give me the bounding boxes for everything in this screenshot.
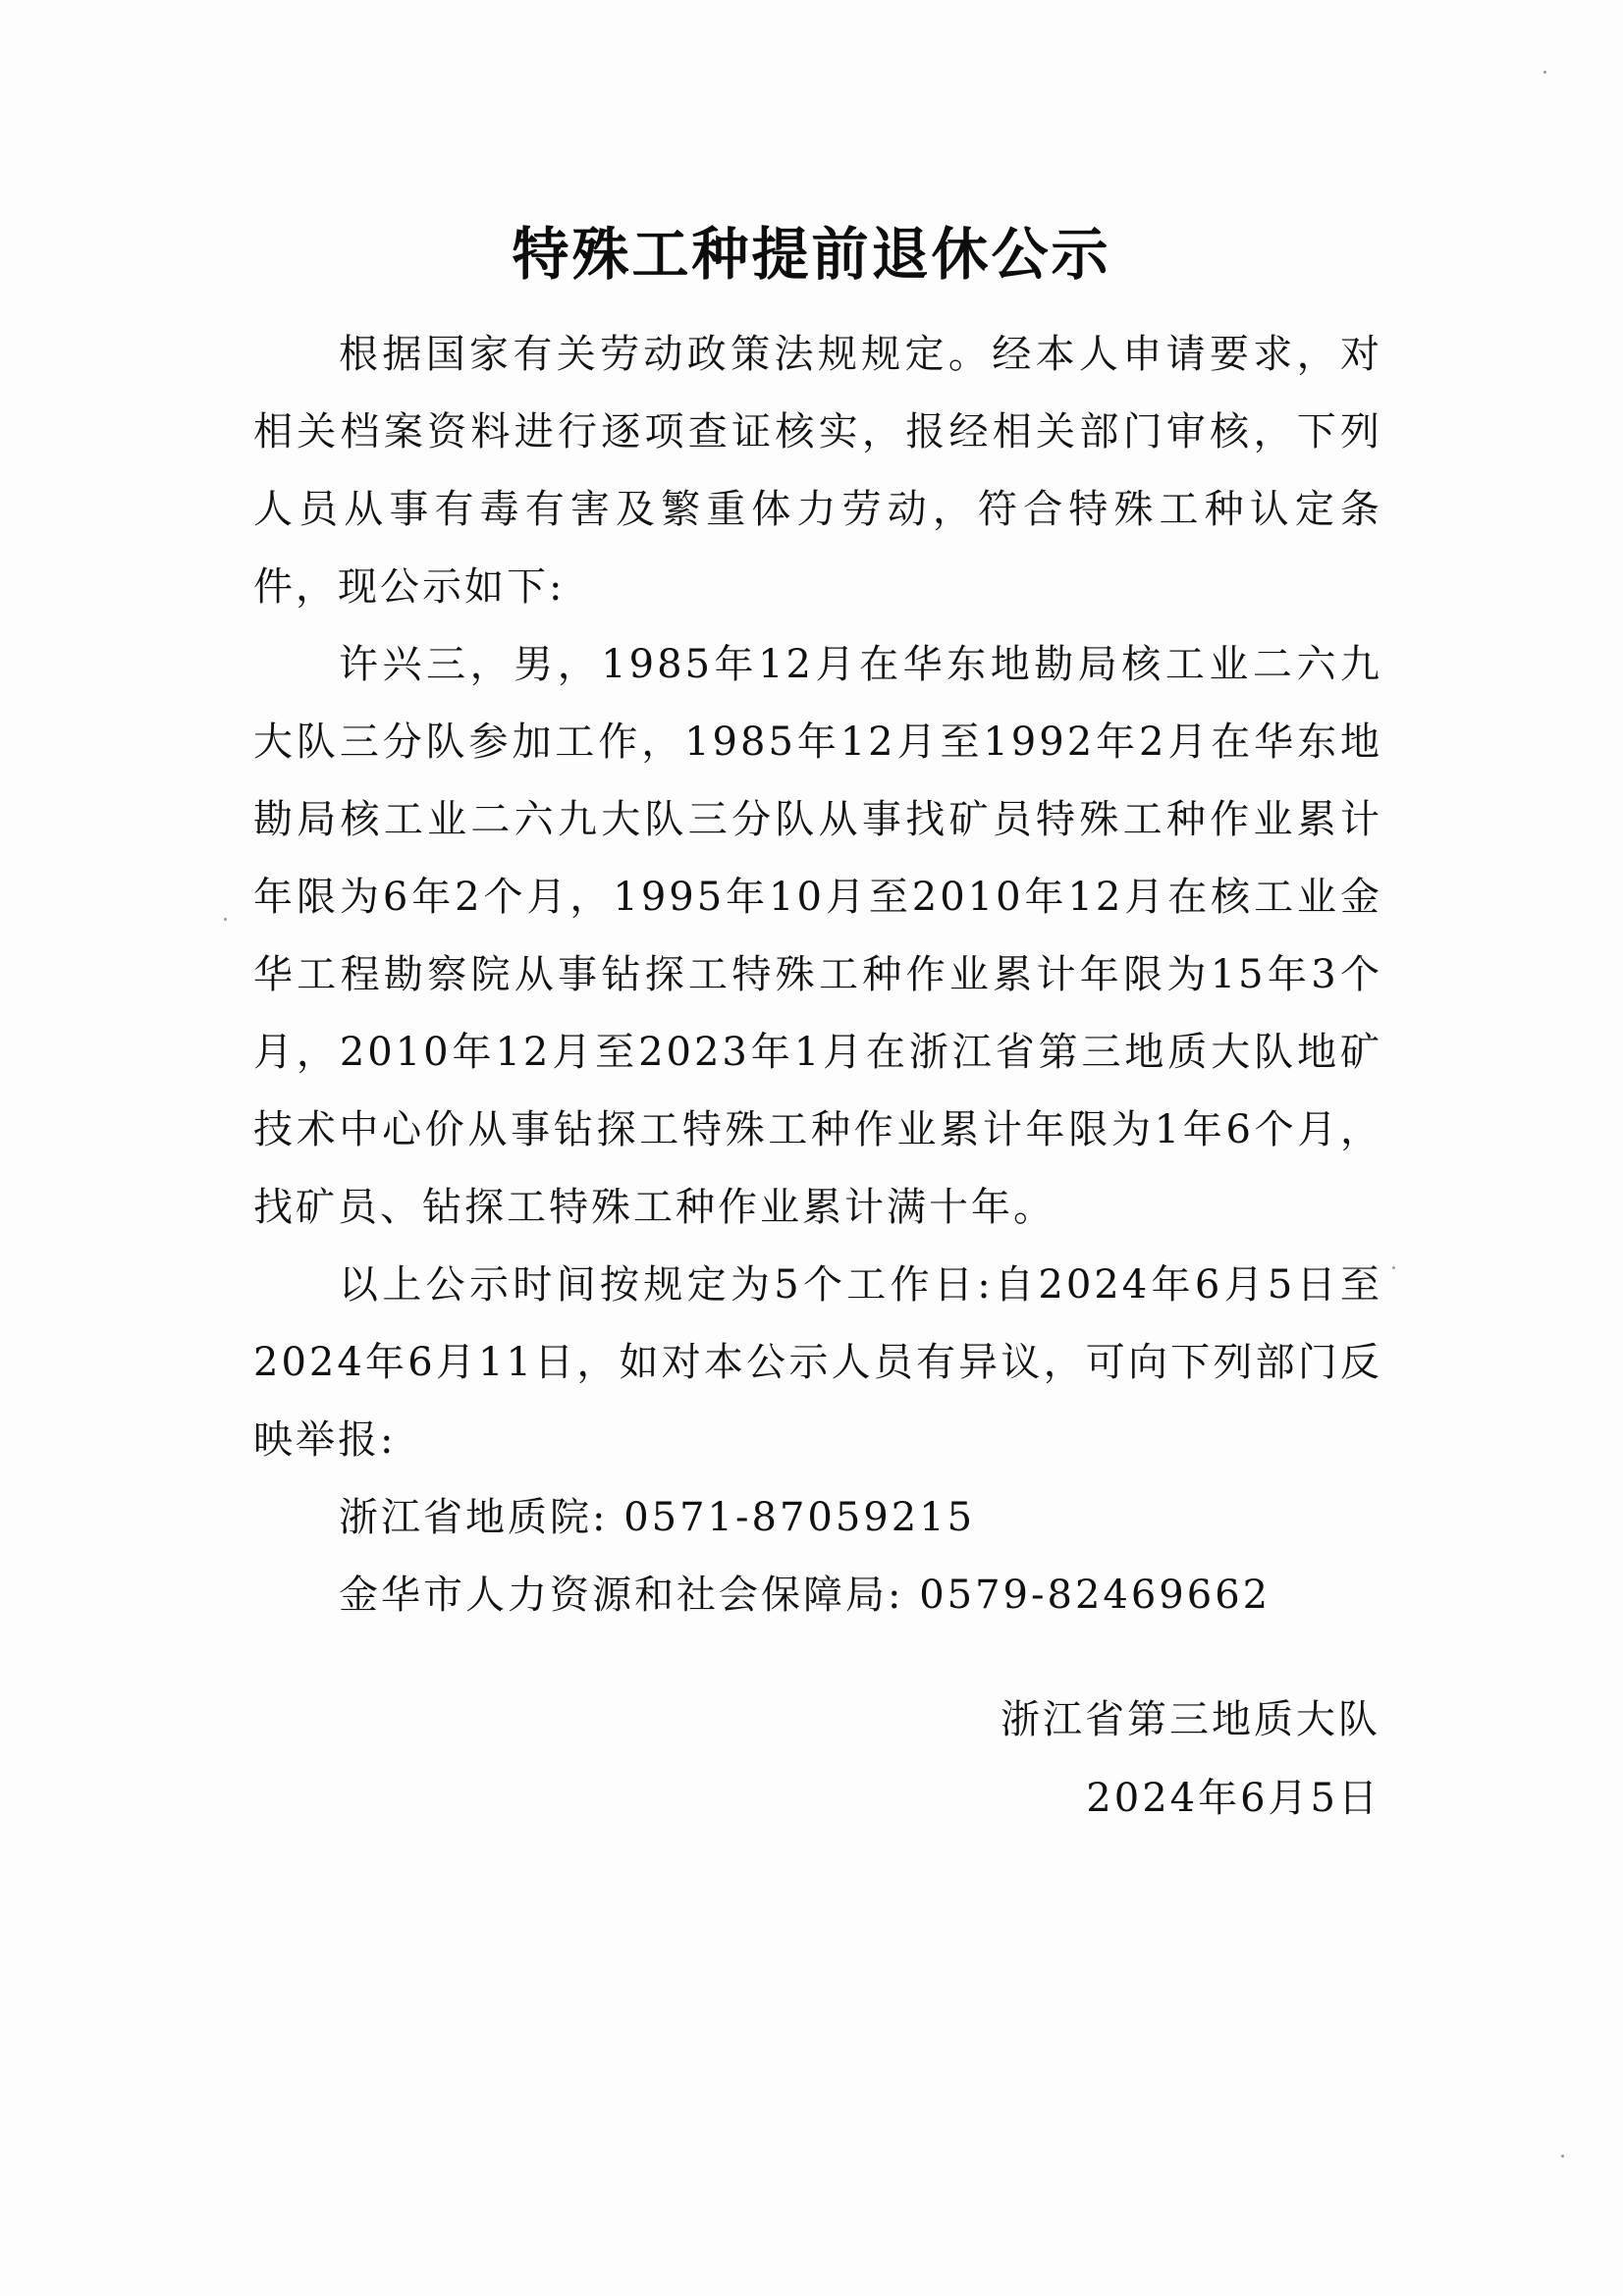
scan-speck: [1561, 2155, 1564, 2158]
document-body: [253, 316, 1382, 1634]
notice-period-paragraph: 以上公示时间按规定为5个工作日:自2024年6月5日至2024年6月11日，如对本公示人员有异议，可向下列部门反映举报:: [253, 1262, 1382, 1463]
scan-speck: [1392, 1266, 1395, 1269]
intro-paragraph: 根据国家有关劳动政策法规规定。经本人申请要求，对相关档案资料进行逐项查证核实，报经相关部门审核，下列人员从事有毒有害及繁重体力劳动，符合特殊工种认定条件，现公示如下:: [253, 332, 1382, 610]
signature-organization: 浙江省第三地质大队: [1001, 1697, 1380, 1742]
person-details-paragraph: 许兴三，男，1985年12月在华东地勘局核工业二六九大队三分队参加工作，1985年12月至1992年2月在华东地勘局核工业二六九大队三分队从事找矿员特殊工种作业累计年限为6年2个月，1995年10月至2010年12月在核工业金华工程勘察院从事钻探工特殊工种作业累计年限为15年3个月，2010年12月至2023年1月在浙江省第三地质大队地矿技术中心价从事钻探工特殊工种作业累计年限为1年6个月，找矿员、钻探工特殊工种作业累计满十年。: [253, 642, 1382, 1230]
contact-geology-institute: 浙江省地质院: 0571-87059215: [339, 1495, 976, 1540]
signature-date: 2024年6月5日: [1086, 1776, 1380, 1821]
document-title: 特殊工种提前退休公示: [512, 221, 1111, 288]
scan-speck: [224, 918, 227, 921]
scan-speck: [1543, 71, 1546, 74]
contact-hr-bureau: 金华市人力资源和社会保障局: 0579-82469662: [339, 1573, 1271, 1618]
